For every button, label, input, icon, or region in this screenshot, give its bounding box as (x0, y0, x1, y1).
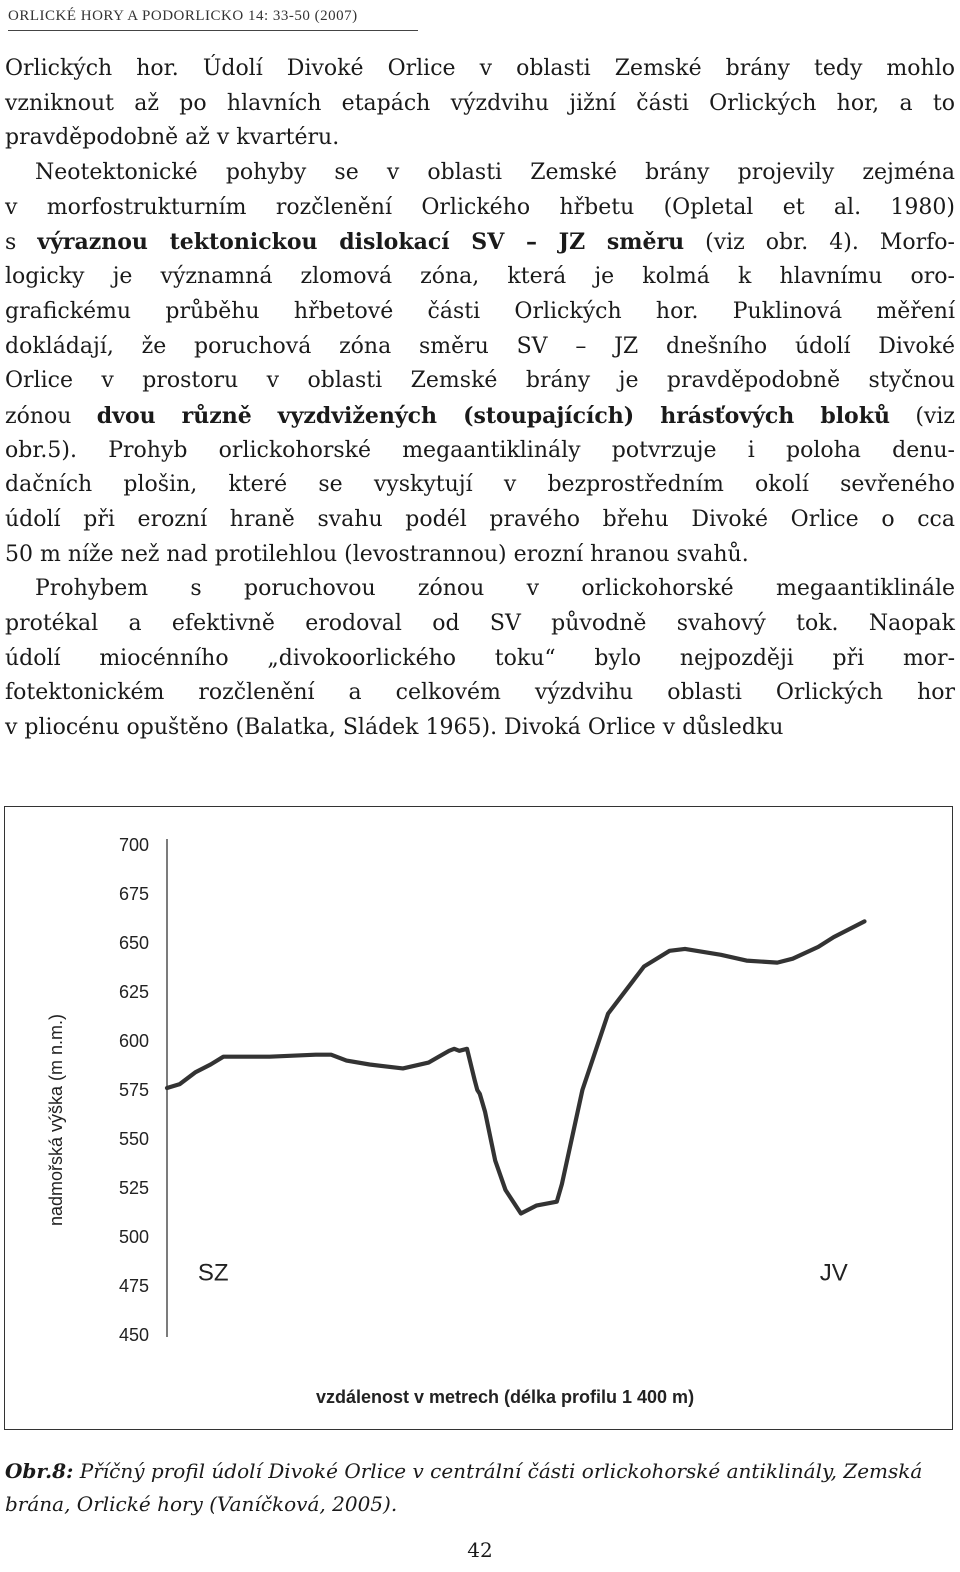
text-line: v morfostrukturním rozčlenění Orlického hřbetu (Opletal et al. 1980) (5, 194, 955, 220)
text-line: zónou dvou různě vyzdvižených (stoupajících) hrásťových bloků (viz (5, 402, 955, 429)
text-line: logicky je významná zlomová zóna, která je kolmá k hlavnímu oro- (5, 264, 955, 290)
y-tick-labels (119, 835, 149, 1345)
y-tick-label: 500 (118, 1227, 149, 1247)
profile-chart (4, 806, 953, 1430)
body-text (5, 52, 955, 746)
text-line: Prohybem s poruchovou zónou v orlickohorské megaantiklinále (35, 576, 955, 602)
text-line: pravděpodobně až v kvartéru. (5, 125, 340, 151)
text-line: obr.5). Prohyb orlickohorské megaantiklinály potvrzuje i poloha denu- (5, 437, 955, 463)
y-tick-label: 525 (118, 1178, 149, 1198)
y-tick-label: 450 (118, 1325, 149, 1345)
chart-annotations (198, 1259, 848, 1286)
bold-phrase: výraznou tektonickou dislokací SV – JZ směru (37, 229, 685, 256)
text-line: dačních plošin, které se vyskytují v bezprostředním okolí sevřeného (5, 472, 955, 498)
text-line: Orlických hor. Údolí Divoké Orlice v oblasti Zemské brány tedy mohlo (5, 56, 955, 81)
text-line: dokládají, že poruchová zóna směru SV – JZ dnešního údolí Divoké (5, 333, 955, 359)
profile-chart-svg (5, 807, 952, 1429)
y-tick-label: 700 (118, 835, 149, 855)
direction-label: SZ (197, 1259, 229, 1287)
text-line: grafickému průběhu hřbetové části Orlických hor. Puklinová měření (5, 298, 955, 324)
y-axis-label: nadmořská výška (m n.m.) (46, 1013, 66, 1227)
y-tick-label: 575 (118, 1080, 149, 1100)
y-tick-label: 550 (118, 1129, 149, 1149)
caption-label: Obr.8: (5, 1459, 74, 1483)
elevation-profile-line (167, 921, 865, 1213)
direction-label: JV (819, 1259, 848, 1287)
text-line: vzniknout až po hlavních etapách výzdvihu jižní části Orlických hor, a to (5, 90, 955, 116)
text-line: 50 m níže než nad protilehlou (levostrannou) erozní hranou svahů. (5, 541, 749, 567)
y-tick-label: 650 (118, 933, 149, 953)
caption-text: Příčný profil údolí Divoké Orlice v centrální části orlickohorské antiklinály, Zemská brána, Orlické hory (Vaníčková, 2005). (5, 1459, 923, 1516)
text-line: s výraznou tektonickou dislokací SV – JZ směru (viz obr. 4). Morfo- (5, 229, 955, 256)
y-tick-label: 475 (118, 1276, 149, 1296)
y-tick-label: 600 (118, 1031, 149, 1051)
text-line: údolí při erozní hraně svahu podél pravého břehu Divoké Orlice o cca (5, 506, 955, 532)
y-tick-label: 675 (118, 884, 149, 904)
text-line: údolí miocénního „divokoorlického toku“ bylo nejpozději při mor- (5, 645, 955, 671)
text-line: Orlice v prostoru v oblasti Zemské brány je pravděpodobně styčnou (5, 368, 955, 394)
y-tick-label: 625 (118, 982, 149, 1002)
page-number: 42 (467, 1538, 493, 1562)
figure-caption (5, 1455, 955, 1521)
text-line: Neotektonické pohyby se v oblasti Zemské brány projevily zejména (35, 160, 955, 186)
text-line: protékal a efektivně erodoval od SV původně svahový tok. Naopak (5, 611, 955, 636)
running-head: ORLICKÉ HORY A PODORLICKO 14: 33-50 (2007) (8, 4, 418, 31)
bold-phrase: dvou různě vyzdvižených (stoupajících) hrásťových bloků (96, 402, 890, 429)
text-line: v pliocénu opuštěno (Balatka, Sládek 1965). Divoká Orlice v důsledku (5, 715, 784, 741)
x-axis-label: vzdálenost v metrech (délka profilu 1 400 m) (315, 1387, 695, 1407)
text-line: fotektonickém rozčlenění a celkovém výzdvihu oblasti Orlických hor (5, 680, 955, 706)
